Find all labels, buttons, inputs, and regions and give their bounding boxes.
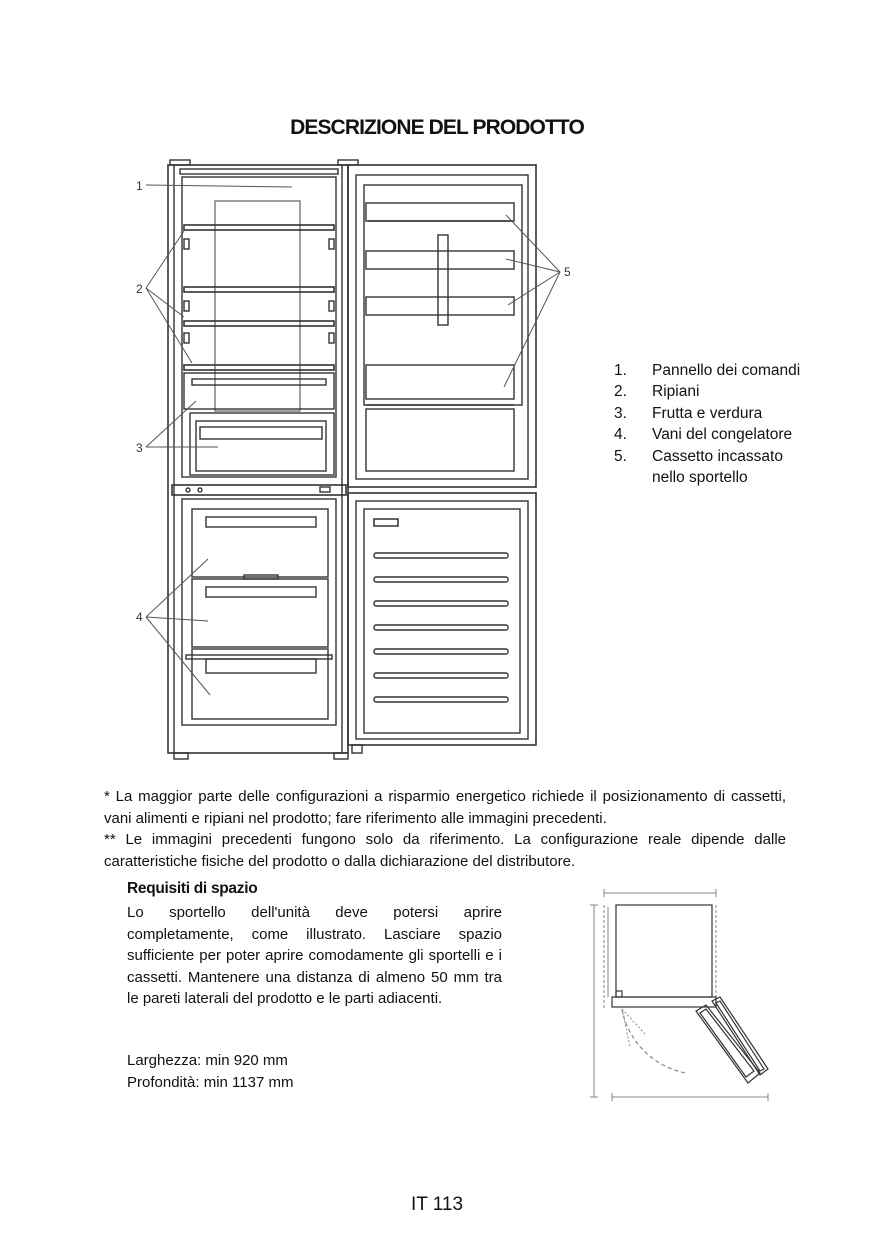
note-1: * La maggior parte delle configurazioni a risparmio energetico richiede il posizionamento di cassetti, vani alimenti e ripiani nel prodotto; fare riferimento alle immagini precedenti.: [104, 788, 786, 827]
page-number: IT 113: [410, 1194, 464, 1215]
callout-4: 4: [136, 610, 143, 624]
callout-3: 3: [136, 441, 143, 455]
door-clearance-diagram: [582, 885, 778, 1107]
legend-item: 1. Pannello dei comandi: [614, 362, 801, 379]
page-title: DESCRIZIONE DEL PRODOTTO: [290, 116, 584, 139]
fridge-diagram: [120, 155, 570, 765]
depth-requirement: Profondità: min 1137 mm: [127, 1073, 294, 1091]
note-2: ** Le immagini precedenti fungono solo da riferimento. La configurazione reale dipende dalle caratteristiche fisiche del prodotto o dalla dichiarazione del distributore.: [104, 831, 786, 870]
space-requirements-text: Lo sportello dell'unità deve potersi aprire completamente, come illustrato. Lasciare spazio sufficiente per poter aprire comodamente gli sportelli e i cassetti. Mantenere una distanza di almeno 50 mm tra le pareti laterali del prodotto e le parti adiacenti.: [127, 904, 502, 1007]
legend-item: 5. Cassetto incassato nello sportello: [614, 447, 783, 487]
space-dimensions: [127, 1050, 293, 1093]
space-requirements-heading: Requisiti di spazio: [127, 880, 258, 897]
width-requirement: Larghezza: min 920 mm: [127, 1052, 288, 1069]
legend-item: 4. Vani del congelatore: [614, 426, 793, 444]
legend-item: 3. Frutta e verdura: [614, 404, 763, 422]
callout-2: 2: [136, 282, 143, 296]
callout-1: 1: [136, 179, 143, 193]
legend-item: 2. Ripiani: [614, 383, 700, 401]
callout-5: 5: [564, 265, 571, 279]
component-legend: [614, 360, 814, 488]
notes-section: [104, 786, 786, 872]
